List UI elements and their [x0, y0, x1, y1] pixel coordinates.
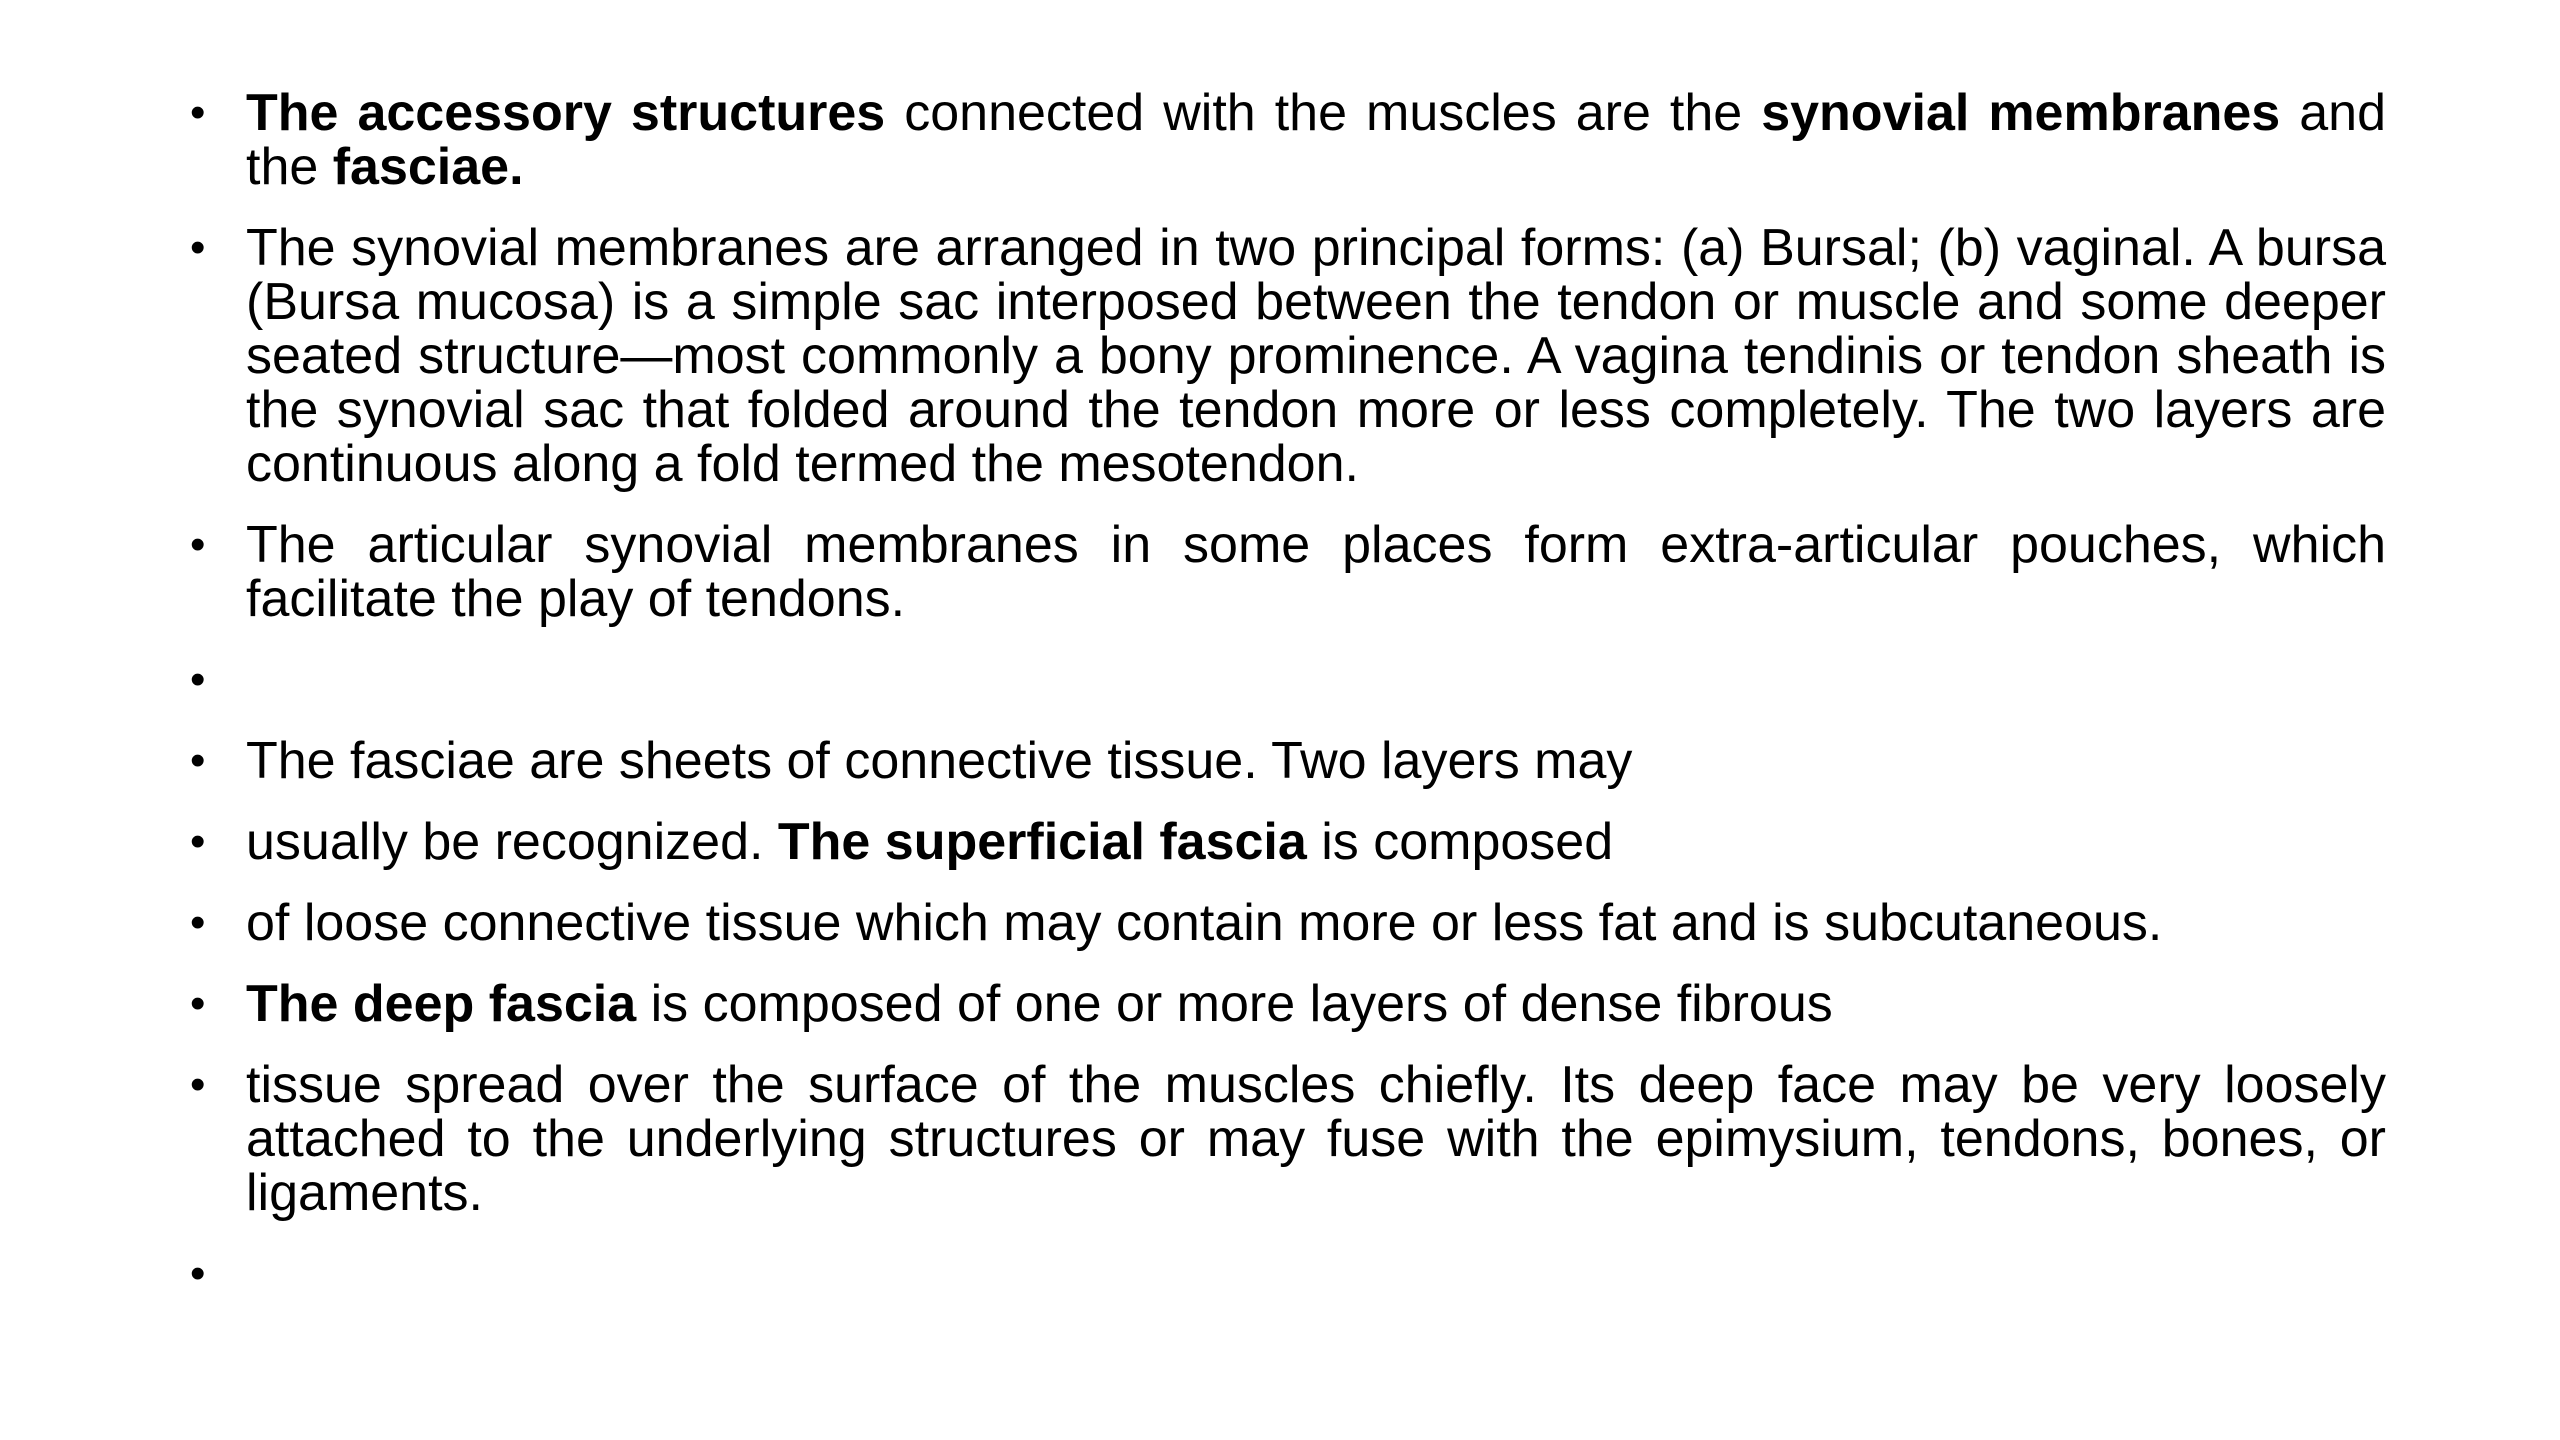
bullet-dot-icon: • [190, 88, 206, 137]
bullet-dot-icon: • [190, 817, 206, 866]
bullet-dot-icon: • [190, 223, 206, 272]
text-segment: The fasciae are sheets of connective tissue. Two layers may [246, 732, 1633, 790]
bullet-item [190, 1247, 2386, 1301]
bullet-item [190, 815, 2386, 869]
bold-text-segment: synovial membranes [1761, 84, 2281, 142]
bullet-item [190, 653, 2386, 707]
text-segment: is composed of one or more layers of dense fibrous [636, 975, 1833, 1033]
bullet-list [190, 86, 2386, 1328]
text-segment: usually be recognized. [246, 813, 778, 871]
bullet-item [190, 86, 2386, 194]
bullet-dot-icon: • [190, 979, 206, 1028]
bold-text-segment: The superficial fascia [777, 813, 1307, 871]
text-segment: and the [246, 84, 2387, 196]
bullet-dot-icon: • [190, 655, 206, 704]
bullet-item [190, 896, 2386, 950]
bullet-dot-icon: • [190, 898, 206, 947]
bullet-dot-icon: • [190, 736, 206, 785]
text-segment: is composed [1306, 813, 1614, 871]
bullet-dot-icon: • [190, 520, 206, 569]
text-segment: of loose connective tissue which may contain more or less fat and is subcutaneous. [246, 894, 2163, 952]
bullet-item [190, 221, 2386, 491]
text-segment: connected with the muscles are the [885, 84, 1762, 142]
bullet-item [190, 734, 2386, 788]
bold-text-segment: fasciae. [332, 138, 524, 196]
bullet-dot-icon: • [190, 1249, 206, 1298]
bullet-item [190, 977, 2386, 1031]
text-segment: The synovial membranes are arranged in two principal forms: (a) Bursal; (b) vaginal. A bursa (Bursa mucosa) is a simple sac interposed between the tendon or muscle and some deeper seated structure—most commonly a bony prominence. A vagina tendinis or tendon sheath is the synovial sac that folded around the tendon more or less completely. The two layers are continuous along a fold termed the mesotendon. [246, 219, 2386, 493]
bold-text-segment: The deep fascia [246, 975, 637, 1033]
text-segment: The articular synovial membranes in some places form extra-articular pouches, which facilitate the play of tendons. [246, 516, 2386, 628]
text-segment: tissue spread over the surface of the muscles chiefly. Its deep face may be very loosely attached to the underlying structures or may fuse with the epimysium, tendons, bones, or ligaments. [246, 1056, 2386, 1222]
bullet-dot-icon: • [190, 1060, 206, 1109]
bullet-item [190, 1058, 2386, 1220]
bullet-item [190, 518, 2386, 626]
bold-text-segment: The accessory structures [246, 84, 886, 142]
